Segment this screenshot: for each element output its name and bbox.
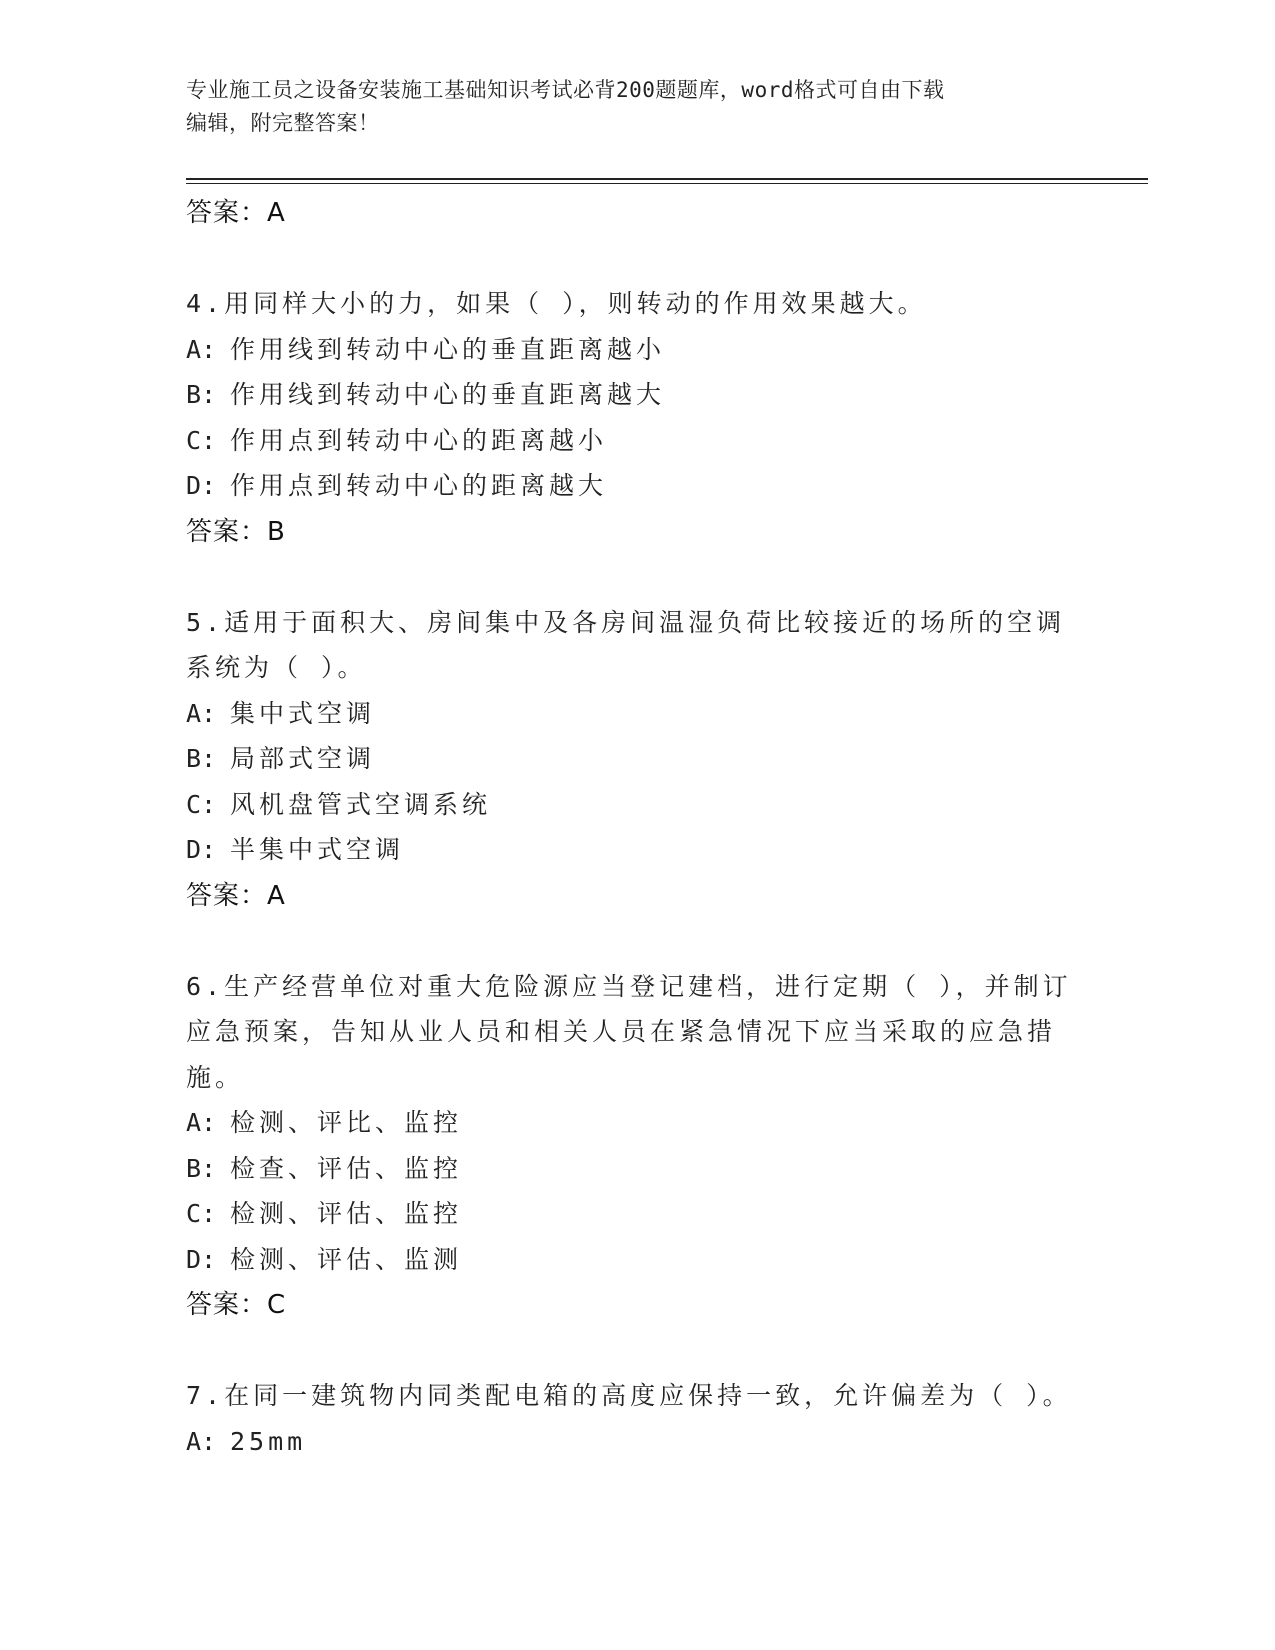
- question-5-option-c: [186, 782, 1086, 828]
- question-4-option-d: [186, 463, 1086, 509]
- answer-q3: 答案：A: [186, 198, 286, 228]
- question-4-option-c: [186, 418, 1086, 464]
- spacer: [186, 1328, 1086, 1373]
- option-letter: A:: [186, 1426, 217, 1456]
- option-text: 检测、评估、监控: [230, 1199, 463, 1228]
- option-letter: C:: [186, 789, 217, 819]
- question-6-text-line-3: 施。: [186, 1062, 245, 1092]
- document-header: [186, 74, 1086, 140]
- option-text: 风机盘管式空调系统: [230, 789, 492, 819]
- option-text: 检测、评比、监控: [230, 1108, 463, 1137]
- option-text: 半集中式空调: [230, 835, 405, 864]
- header-divider-thick: [186, 178, 1148, 180]
- question-7: [186, 1373, 1086, 1464]
- option-letter: D:: [186, 471, 217, 500]
- option-letter: A:: [186, 1108, 217, 1137]
- question-6-option-d: [186, 1237, 1086, 1283]
- option-letter: C:: [186, 1199, 217, 1228]
- question-4-text: 4.用同样大小的力，如果（ ），则转动的作用效果越大。: [186, 289, 927, 318]
- option-letter: B:: [186, 380, 217, 409]
- option-text: 局部式空调: [230, 744, 376, 773]
- option-text: 作用点到转动中心的距离越小: [230, 425, 608, 455]
- question-5: [186, 600, 1086, 919]
- header-line-1: 专业施工员之设备安装施工基础知识考试必背200题题库，word格式可自由下载: [186, 78, 945, 102]
- question-6-option-a: [186, 1100, 1086, 1146]
- spacer: [186, 555, 1086, 600]
- option-letter: B:: [186, 744, 217, 773]
- question-4-option-b: [186, 372, 1086, 418]
- spacer: [186, 236, 1086, 281]
- option-letter: C:: [186, 425, 217, 455]
- option-text: 25mm: [230, 1426, 307, 1456]
- question-4-option-a: [186, 327, 1086, 373]
- question-5-text-line-1: 5.适用于面积大、房间集中及各房间温湿负荷比较接近的场所的空调: [186, 607, 1066, 637]
- option-text: 检测、评估、监测: [230, 1244, 463, 1274]
- question-5-option-b: [186, 736, 1086, 782]
- question-6: [186, 964, 1086, 1329]
- option-text: 作用线到转动中心的垂直距离越小: [230, 334, 666, 364]
- option-text: 检查、评估、监控: [230, 1153, 463, 1183]
- option-letter: D:: [186, 1244, 217, 1274]
- question-7-text: 7.在同一建筑物内同类配电箱的高度应保持一致，允许偏差为（ ）。: [186, 1381, 1072, 1410]
- question-6-option-b: [186, 1146, 1086, 1192]
- answer-q6: 答案：C: [186, 1290, 287, 1320]
- option-text: 作用线到转动中心的垂直距离越大: [230, 380, 666, 409]
- header-line-2: 编辑，附完整答案！: [186, 111, 380, 135]
- question-7-option-a: [186, 1419, 1086, 1465]
- question-5-option-d: [186, 827, 1086, 873]
- question-6-option-c: [186, 1191, 1086, 1237]
- question-list: [186, 190, 1086, 1464]
- question-4: [186, 281, 1086, 555]
- answer-q4: 答案：B: [186, 516, 286, 547]
- option-letter: D:: [186, 835, 217, 864]
- option-letter: A:: [186, 334, 217, 364]
- question-6-text-line-2: 应急预案，告知从业人员和相关人员在紧急情况下应当采取的应急措: [186, 1017, 1057, 1046]
- answer-q5: 答案：A: [186, 880, 286, 911]
- option-text: 作用点到转动中心的距离越大: [230, 471, 608, 500]
- question-5-option-a: [186, 691, 1086, 737]
- option-letter: B:: [186, 1153, 217, 1183]
- question-6-text-line-1: 6.生产经营单位对重大危险源应当登记建档，进行定期（ ），并制订: [186, 971, 1072, 1001]
- option-letter: A:: [186, 698, 217, 728]
- header-divider-thin: [186, 183, 1148, 184]
- option-text: 集中式空调: [230, 698, 376, 728]
- question-5-text-line-2: 系统为（ ）。: [186, 653, 367, 682]
- spacer: [186, 919, 1086, 964]
